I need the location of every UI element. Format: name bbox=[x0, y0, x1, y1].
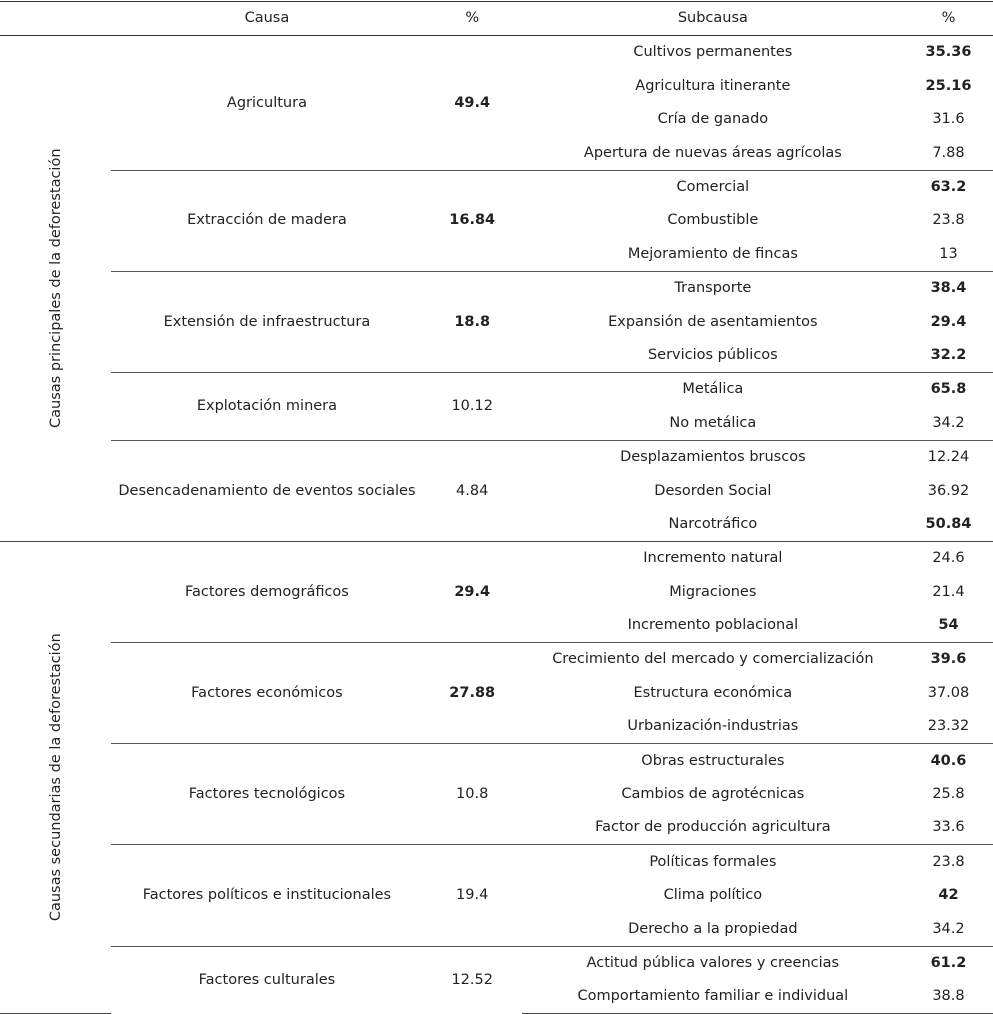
subcause-name: Clima político bbox=[663, 887, 763, 904]
subcause-pct: 25.16 bbox=[925, 77, 972, 94]
subcause-pct: 36.92 bbox=[927, 482, 970, 499]
subcause-name: Políticas formales bbox=[522, 845, 904, 879]
table-row bbox=[0, 643, 993, 677]
subcause-name: Estructura económica bbox=[633, 684, 793, 701]
group-label: Causas principales de la deforestación bbox=[47, 148, 64, 429]
cause-name: Factores políticos e institucionales bbox=[111, 845, 422, 946]
cause-pct: 12.52 bbox=[423, 946, 522, 1014]
group-label-rotator bbox=[44, 148, 66, 429]
subcause-name: Incremento natural bbox=[522, 541, 904, 575]
subcause-name: Apertura de nuevas áreas agrícolas bbox=[583, 144, 842, 161]
header-subcausa: Subcausa bbox=[522, 2, 904, 36]
subcause-name: Factor de producción agricultura bbox=[595, 819, 831, 836]
subcause-pct: 33.6 bbox=[932, 819, 965, 836]
subcause-pct: 39.6 bbox=[904, 643, 993, 677]
subcause-name: Crecimiento del mercado y comercialización bbox=[522, 643, 904, 677]
subcause-name: Comportamiento familiar e individual bbox=[522, 980, 904, 1014]
cause-pct: 49.4 bbox=[454, 94, 491, 111]
subcause-pct: 21.4 bbox=[932, 583, 965, 600]
subcause-pct: 23.32 bbox=[927, 718, 970, 735]
subcause-pct: 31.6 bbox=[932, 111, 965, 128]
subcause-pct: 38.4 bbox=[904, 271, 993, 305]
subcause-pct: 29.4 bbox=[930, 313, 967, 330]
subcause-pct: 54 bbox=[938, 617, 959, 634]
subcause-pct: 32.2 bbox=[930, 346, 967, 363]
table-row bbox=[0, 946, 993, 980]
subcause-name: Servicios públicos bbox=[647, 346, 778, 363]
cause-name: Extensión de infraestructura bbox=[111, 271, 422, 372]
cause-pct: 10.8 bbox=[423, 744, 522, 845]
subcause-pct: 34.2 bbox=[932, 414, 965, 431]
subcause-name: Mejoramiento de fincas bbox=[627, 245, 798, 262]
table-row bbox=[0, 36, 993, 70]
group-label-rotator bbox=[44, 633, 66, 922]
table-row bbox=[0, 271, 993, 305]
subcause-name: Urbanización-industrias bbox=[627, 718, 799, 735]
subcause-name: Desorden Social bbox=[654, 482, 772, 499]
subcause-pct: 37.08 bbox=[927, 684, 970, 701]
subcause-pct: 12.24 bbox=[904, 440, 993, 474]
header-pct: % bbox=[423, 2, 522, 36]
subcause-name: Actitud pública valores y creencias bbox=[522, 946, 904, 980]
header-row bbox=[0, 2, 993, 36]
cause-name: Factores demográficos bbox=[111, 541, 422, 642]
subcause-pct: 25.8 bbox=[932, 786, 965, 803]
subcause-name: Cría de ganado bbox=[657, 111, 769, 128]
table-row bbox=[0, 744, 993, 778]
subcause-pct: 42 bbox=[938, 887, 959, 904]
cause-name: Factores tecnológicos bbox=[111, 744, 422, 845]
subcause-name: Transporte bbox=[522, 271, 904, 305]
subcause-name: Derecho a la propiedad bbox=[628, 920, 798, 937]
cause-name: Factores económicos bbox=[111, 643, 422, 744]
table-row bbox=[0, 440, 993, 474]
subcause-pct: 40.6 bbox=[904, 744, 993, 778]
cause-name: Desencadenamiento de eventos sociales bbox=[111, 440, 422, 541]
subcause-name: Metálica bbox=[522, 372, 904, 406]
subcause-name: Obras estructurales bbox=[522, 744, 904, 778]
cause-name: Agricultura bbox=[226, 94, 307, 111]
group-label-cell bbox=[0, 36, 111, 542]
subcause-pct: 34.2 bbox=[932, 920, 965, 937]
cause-pct: 27.88 bbox=[423, 643, 522, 744]
group-section bbox=[0, 36, 993, 542]
group-section bbox=[0, 541, 993, 1013]
table-row bbox=[0, 845, 993, 879]
cause-pct: 18.8 bbox=[423, 271, 522, 372]
header-causa: Causa bbox=[111, 2, 422, 36]
subcause-pct: 7.88 bbox=[932, 144, 965, 161]
subcause-name: Cultivos permanentes bbox=[633, 44, 793, 61]
subcause-name: Cambios de agrotécnicas bbox=[621, 786, 805, 803]
subcause-name: Narcotráfico bbox=[668, 515, 758, 532]
cause-pct: 4.84 bbox=[423, 440, 522, 541]
header-sub-pct: % bbox=[904, 2, 993, 36]
table-row bbox=[0, 372, 993, 406]
table-row bbox=[0, 541, 993, 575]
cause-pct: 19.4 bbox=[423, 845, 522, 946]
header-group bbox=[0, 2, 111, 36]
table-row bbox=[0, 170, 993, 204]
subcause-pct: 50.84 bbox=[925, 515, 972, 532]
subcause-name: Combustible bbox=[667, 212, 759, 229]
subcause-pct: 65.8 bbox=[904, 372, 993, 406]
group-label: Causas secundarias de la deforestación bbox=[47, 633, 64, 922]
cause-name: Extracción de madera bbox=[111, 170, 422, 271]
cause-name: Factores culturales bbox=[111, 946, 422, 1014]
subcause-pct: 63.2 bbox=[904, 170, 993, 204]
cause-pct: 29.4 bbox=[423, 541, 522, 642]
cause-pct: 16.84 bbox=[423, 170, 522, 271]
subcause-name: Agricultura itinerante bbox=[635, 77, 791, 94]
subcause-name: Expansión de asentamientos bbox=[608, 313, 818, 330]
cause-pct: 10.12 bbox=[423, 372, 522, 440]
deforestation-causes-table bbox=[0, 1, 993, 1014]
subcause-pct: 61.2 bbox=[904, 946, 993, 980]
group-label-cell bbox=[0, 541, 111, 1013]
subcause-pct: 13 bbox=[939, 245, 958, 262]
subcause-name: Comercial bbox=[522, 170, 904, 204]
subcause-pct: 24.6 bbox=[904, 541, 993, 575]
subcause-name: No metálica bbox=[669, 414, 757, 431]
subcause-name: Desplazamientos bruscos bbox=[522, 440, 904, 474]
cause-name: Explotación minera bbox=[111, 372, 422, 440]
subcause-pct: 23.8 bbox=[932, 212, 965, 229]
subcause-pct: 38.8 bbox=[904, 980, 993, 1014]
subcause-name: Incremento poblacional bbox=[627, 617, 799, 634]
subcause-pct: 35.36 bbox=[925, 44, 972, 61]
subcause-name: Migraciones bbox=[669, 583, 757, 600]
subcause-pct: 23.8 bbox=[904, 845, 993, 879]
